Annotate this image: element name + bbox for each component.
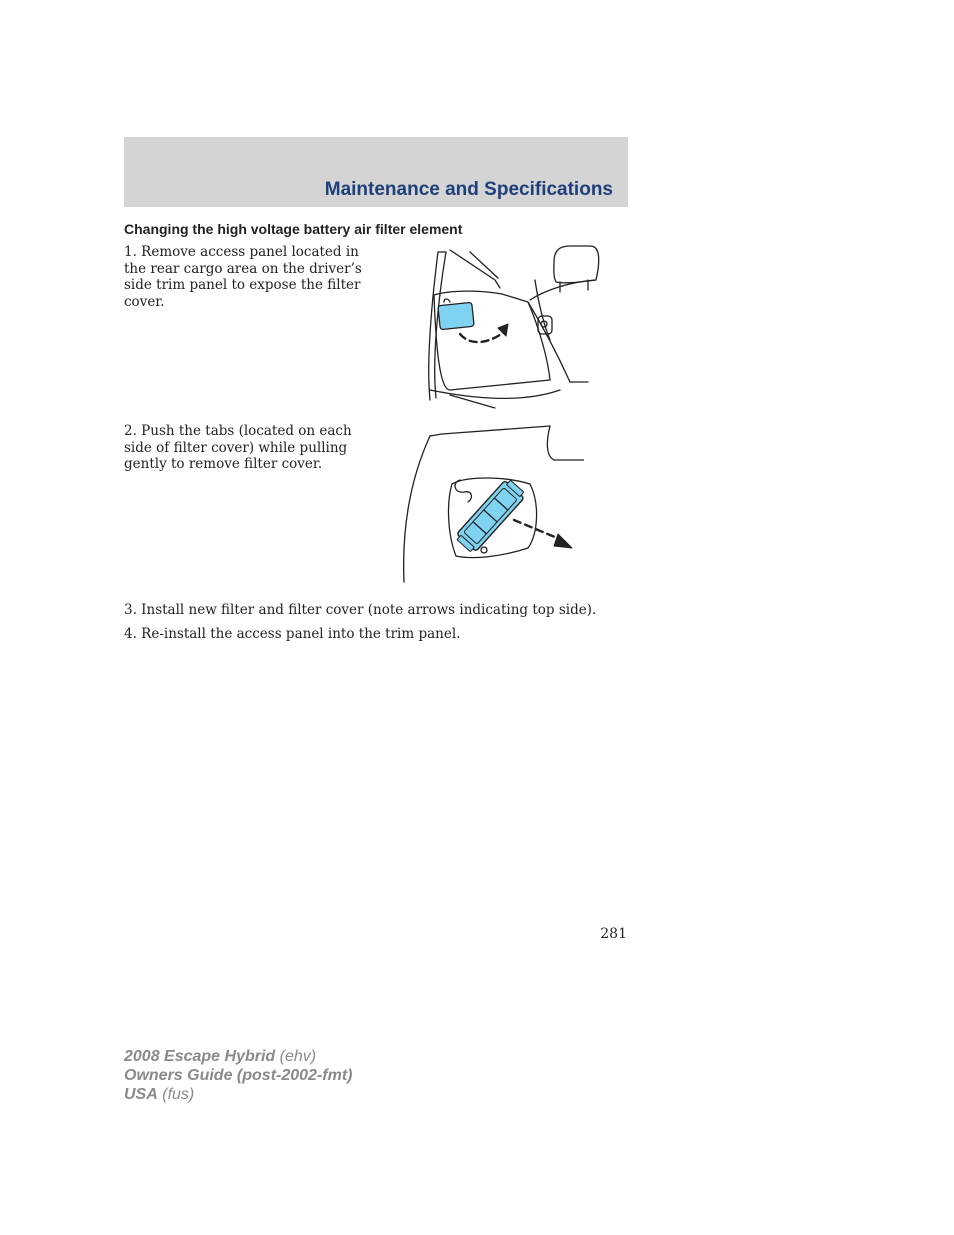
footer-guide-name: Owners Guide (post-2002-fmt) bbox=[124, 1067, 353, 1084]
section-header-band bbox=[124, 137, 628, 207]
cargo-area-access-panel-illustration bbox=[410, 240, 600, 412]
procedure-heading: Changing the high voltage battery air filter element bbox=[124, 221, 463, 237]
step-4-text: 4. Re-install the access panel into the trim panel. bbox=[124, 626, 461, 642]
footer-line-market bbox=[124, 1085, 352, 1104]
footer-market-name: USA bbox=[124, 1086, 158, 1103]
footer-model-name: 2008 Escape Hybrid bbox=[124, 1048, 276, 1065]
page-number: 281 bbox=[600, 926, 627, 942]
footer-market-code: (fus) bbox=[162, 1086, 195, 1103]
footer-line-model bbox=[124, 1047, 352, 1066]
footer-line-guide bbox=[124, 1066, 352, 1085]
document-footer bbox=[124, 1047, 352, 1104]
footer-model-code: (ehv) bbox=[279, 1048, 317, 1065]
step-1-text: 1. Remove access panel located in the rear cargo area on the driver’s side trim panel to expose the filter cover. bbox=[124, 244, 362, 310]
step-2-text: 2. Push the tabs (located on each side of filter cover) while pulling gently to remove filter cover. bbox=[124, 423, 352, 472]
step-3-text: 3. Install new filter and filter cover (note arrows indicating top side). bbox=[124, 602, 597, 618]
section-title: Maintenance and Specifications bbox=[324, 179, 613, 200]
filter-cover-removal-illustration bbox=[394, 424, 584, 584]
